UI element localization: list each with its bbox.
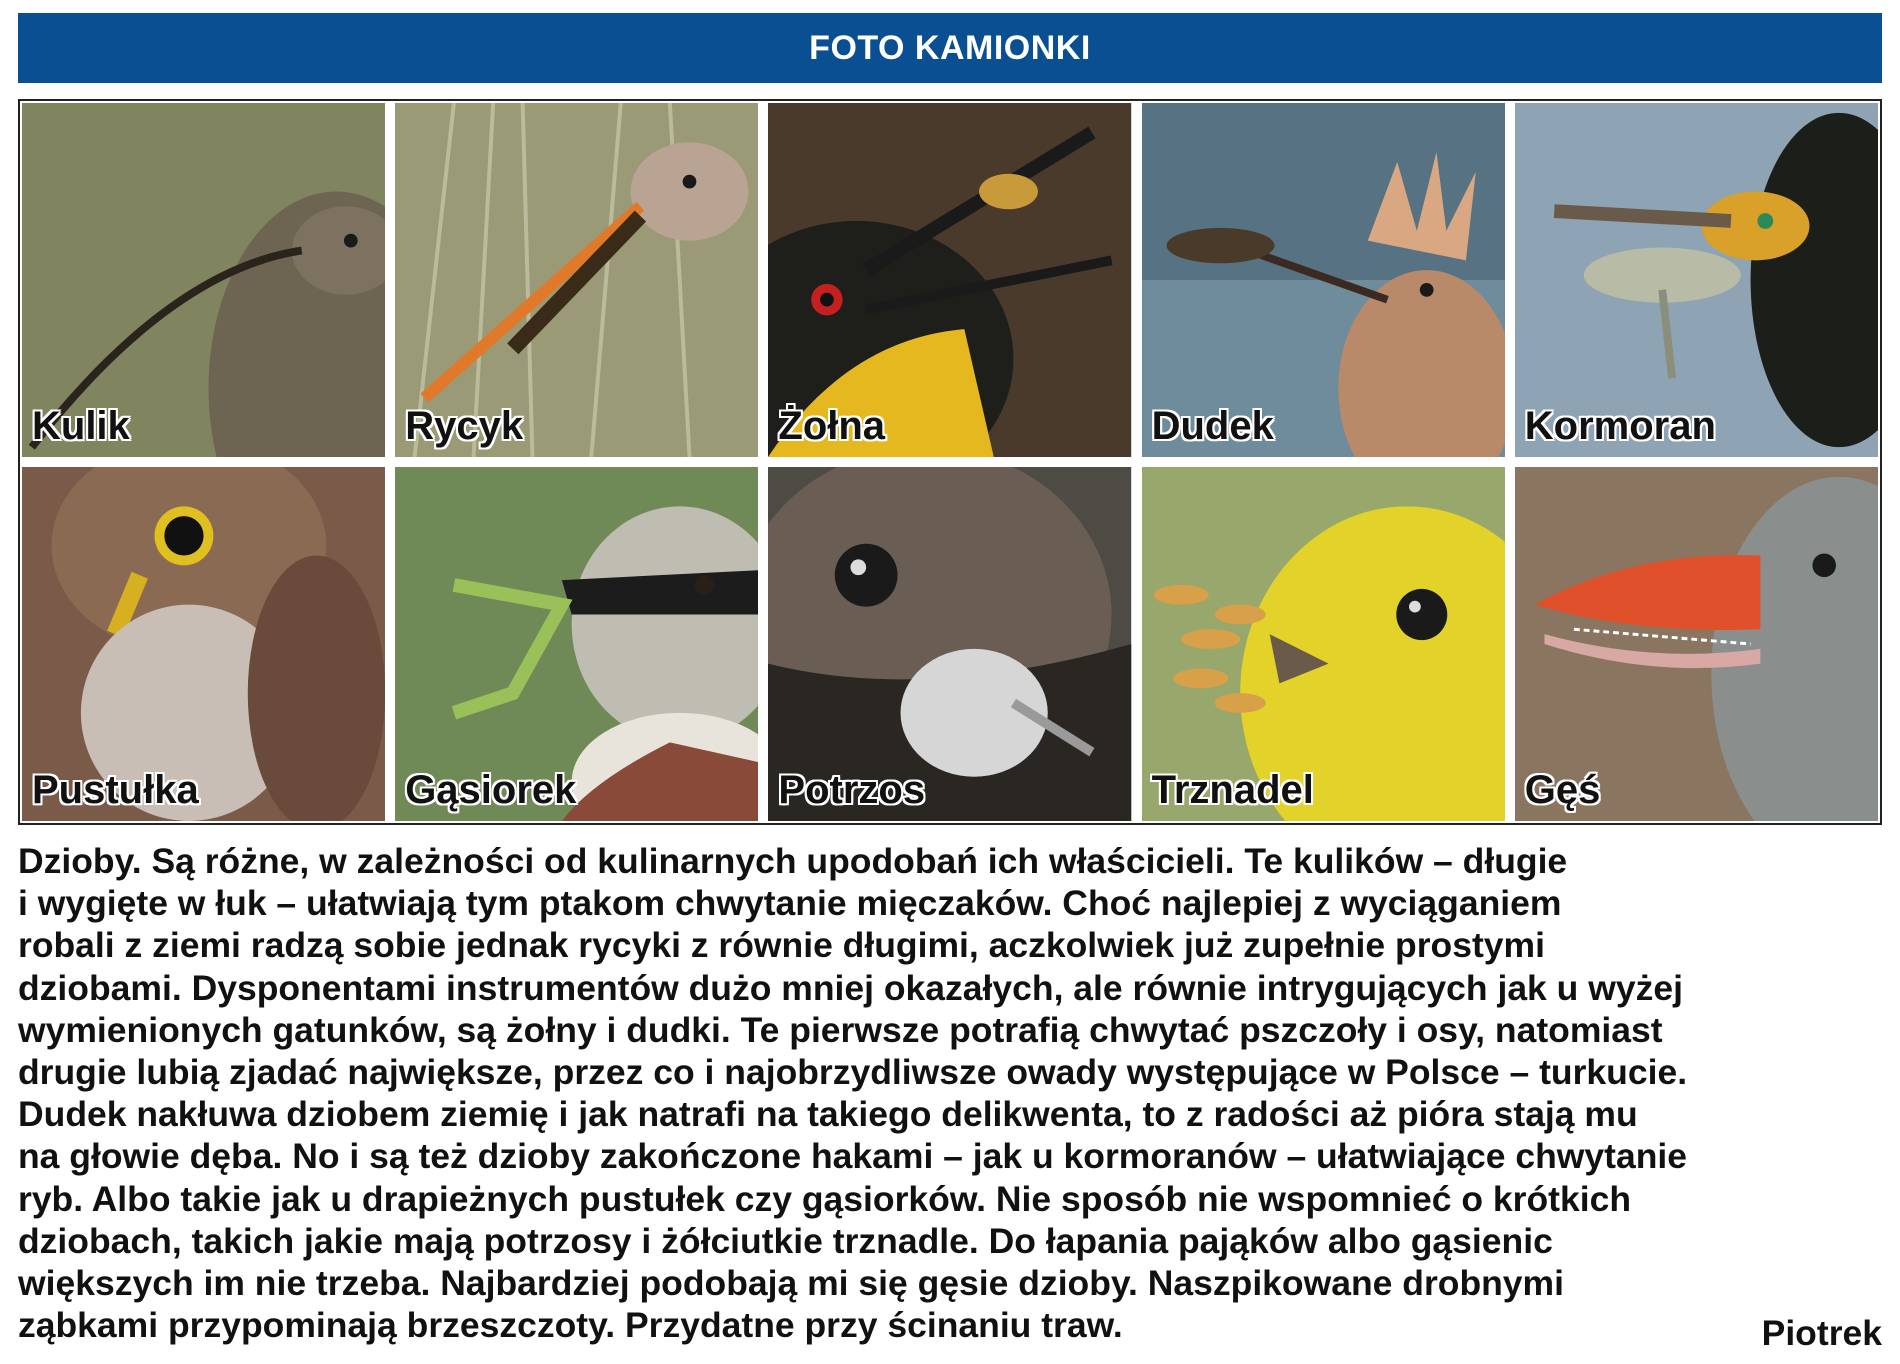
article-line: ryb. Albo takie jak u drapieżnych pustułek czy gąsiorków. Nie sposób nie wspomnieć o krótkich — [18, 1178, 1632, 1219]
article-text — [18, 840, 1882, 1346]
article-line: wymienionych gatunków, są żołny i dudki. Te pierwsze potrafią chwytać pszczoły i osy, natomiast — [18, 1009, 1663, 1050]
photo-pustulka — [22, 467, 385, 821]
photo-label: Pustułka — [32, 768, 199, 812]
photo-label: Gąsiorek — [405, 768, 577, 812]
banner-title: FOTO KAMIONKI — [809, 28, 1091, 67]
photo-ges — [1515, 467, 1878, 821]
photo-grid — [18, 99, 1882, 825]
photo-label: Trznadel — [1151, 768, 1314, 812]
photo-label: Kulik — [32, 404, 130, 448]
article-line: Dudek nakłuwa dziobem ziemię i jak natrafi na takiego delikwenta, to z radości aż pióra stają mu — [18, 1094, 1638, 1135]
article-line: i wygięte w łuk – ułatwiają tym ptakom chwytanie mięczaków. Choć najlepiej z wyciąganiem — [18, 883, 1562, 924]
photo-label: Rycyk — [405, 404, 524, 448]
article-line: Dzioby. Są różne, w zależności od kulinarnych upodobań ich właścicieli. Te kulików – długie — [18, 841, 1568, 881]
photo-kulik — [22, 103, 385, 457]
article-line: większych im nie trzeba. Najbardziej podobają mi się gęsie dzioby. Naszpikowane drobnymi — [18, 1262, 1564, 1303]
photo-label: Gęś — [1524, 768, 1601, 812]
article-line: ząbkami przypominają brzeszczoty. Przydatne przy ścinaniu traw. — [18, 1305, 1123, 1346]
photo-potrzos — [768, 467, 1131, 821]
photo-label: Kormoran — [1524, 404, 1716, 448]
article-line: dziobach, takich jakie mają potrzosy i żółciutkie trznadle. Do łapania pająków albo gąsienic — [18, 1220, 1553, 1261]
photo-label: Żołna — [778, 404, 886, 448]
article-line: drugie lubią zjadać największe, przez co i najobrzydliwsze owady występujące w Polsce – turkucie. — [18, 1051, 1688, 1092]
photo-label: Potrzos — [778, 768, 926, 812]
photo-rycyk — [395, 103, 758, 457]
article-line: dziobami. Dysponentami instrumentów dużo mniej okazałych, ale równie intrygujących jak u wyżej — [18, 967, 1683, 1008]
article-line: robali z ziemi radzą sobie jednak rycyki z równie długimi, aczkolwiek już zupełnie prostymi — [18, 925, 1545, 966]
page-banner — [18, 13, 1882, 83]
photo-gasiorek — [395, 467, 758, 821]
photo-kormoran — [1515, 103, 1878, 457]
photo-dudek — [1142, 103, 1505, 457]
photo-zolna — [768, 103, 1131, 457]
photo-label: Dudek — [1151, 404, 1274, 448]
article-line: na głowie dęba. No i są też dzioby zakończone hakami – jak u kormoranów – ułatwiające chwytanie — [18, 1136, 1687, 1177]
photo-trznadel — [1142, 467, 1505, 821]
author-signature: Piotrek — [1761, 1313, 1882, 1353]
